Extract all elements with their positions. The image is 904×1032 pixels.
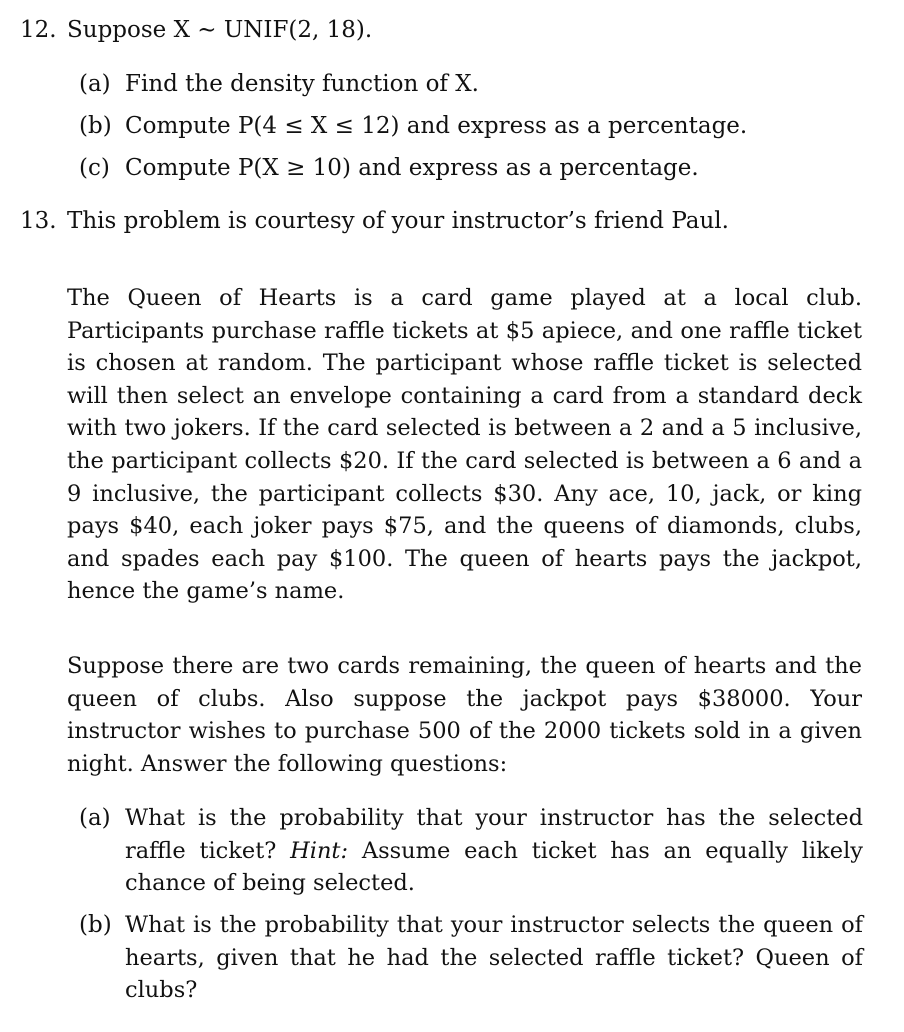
part-a-hint-label: Hint: [290, 837, 349, 864]
problem-12-number: 12. [20, 17, 57, 43]
problem-13-paragraph-rules: The Queen of Hearts is a card game played at a local club. Participants purchase raffle tickets at $5 apiece, and one raffle ticket is chosen at random. The participant whose raffle ticket is selected will then select an envelope containing a card from a standard deck with two jokers. If the card selected is between a 2 and a 5 inclusive, the participant collects $20. If the card selected is between a 6 and a 9 inclusive, the participant collects $30. Any ace, 10, jack, or king pays $40, each joker pays $75, and the queens of diamonds, clubs, and spades each pay $100. The queen of hearts pays the jackpot, hence the game’s name. [67, 285, 862, 605]
problem-12-part-a-text: Find the density function of X. [125, 71, 479, 97]
problem-12-part-c-text: Compute P(X ≥ 10) and express as a percentage. [125, 155, 699, 181]
problem-12-statement: Suppose X ∼ UNIF(2, 18). [67, 17, 373, 43]
part-a-hint-text: Assume each ticket has an equally likely chance of being selected. [125, 837, 863, 897]
problem-12-part-c-label: (c) [79, 155, 110, 181]
problem-13-part-b-text: What is the probability that your instructor selects the queen of hearts, given that he had the selected raffle ticket? Queen of clubs? [125, 912, 863, 1004]
problem-13-statement: This problem is courtesy of your instructor’s friend Paul. [67, 208, 729, 234]
problem-12-part-a-label: (a) [79, 71, 111, 97]
problem-13-part-a-text [125, 802, 863, 900]
problem-12-part-b-label: (b) [79, 113, 112, 139]
problem-13-paragraph-scenario: Suppose there are two cards remaining, the queen of hearts and the queen of clubs. Also suppose the jackpot pays $38000. Your instructor wishes to purchase 500 of the 2000 tickets sold in a given night. Answer the following questions: [67, 653, 862, 777]
problem-13-part-b-label: (b) [79, 912, 112, 938]
part-a-question: What is the probability that your instructor has the selected raffle ticket? [125, 805, 863, 864]
problem-13-number: 13. [20, 208, 57, 234]
problem-13-part-a-label: (a) [79, 805, 111, 831]
problem-12-part-b-text: Compute P(4 ≤ X ≤ 12) and express as a percentage. [125, 113, 748, 139]
